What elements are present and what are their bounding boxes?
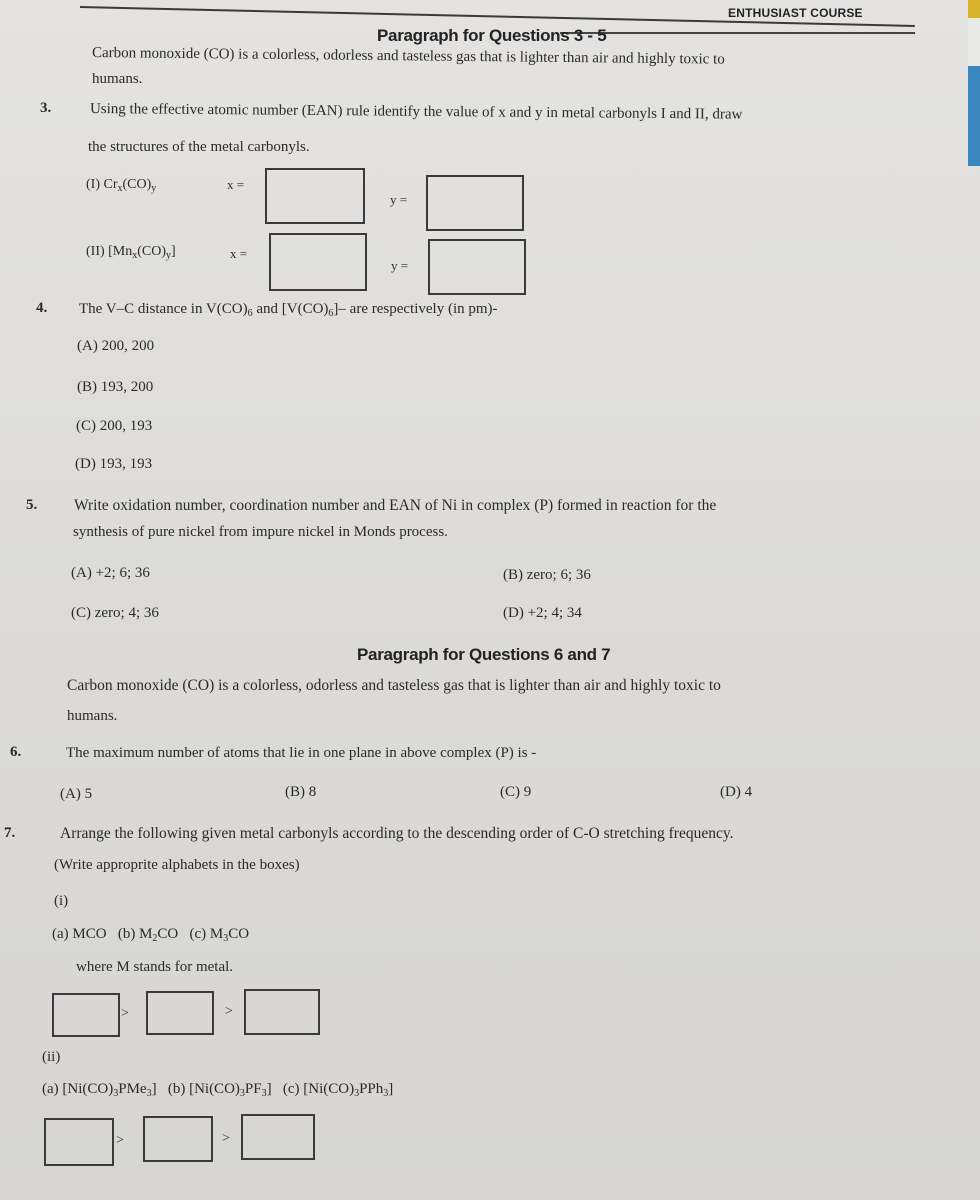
background-blue-strip (968, 66, 980, 166)
y-label: y = (391, 258, 409, 273)
option-b[interactable]: (B) zero; 6; 36 (503, 567, 591, 583)
answer-box-mn-x[interactable] (269, 233, 367, 291)
answer-box-cr-y[interactable] (426, 175, 524, 231)
option-d[interactable]: (D) 193, 193 (75, 456, 153, 472)
paragraph-line: humans. (67, 708, 118, 724)
greater-than: > (121, 1006, 129, 1021)
part1-compounds: (a) MCO (b) $M_2CO$ (c) $M_3CO$ (52, 926, 250, 944)
option-c[interactable]: (C) 200, 193 (76, 418, 153, 434)
question-stem: Write oxidation number, coordination number and EAN of Ni in complex (P) formed in reaction for the (74, 497, 717, 514)
option-a[interactable]: (A) 200, 200 (77, 338, 155, 354)
option-a[interactable]: (A) 5 (60, 786, 93, 802)
question-instruction: (Write approprite alphabets in the boxes) (54, 857, 300, 873)
greater-than: > (222, 1131, 230, 1146)
section-title-q3-5: Paragraph for Questions 3 - 5 (377, 26, 607, 45)
paragraph-line: Carbon monoxide (CO) is a colorless, odorless and tasteless gas that is lighter than air and highly toxic to (67, 677, 721, 694)
answer-box-mn-y[interactable] (428, 239, 526, 295)
answer-box-cr-x[interactable] (265, 168, 365, 224)
option-b[interactable]: (B) 193, 200 (77, 379, 154, 395)
greater-than: > (225, 1004, 233, 1019)
paragraph-line: humans. (92, 71, 143, 87)
question-number: 4. (36, 300, 48, 316)
paragraph-line: Carbon monoxide (CO) is a colorless, odorless and tasteless gas that is lighter than air and highly toxic to (91, 45, 725, 68)
question-stem: synthesis of pure nickel from impure nickel in Monds process. (73, 524, 448, 540)
question-stem: Using the effective atomic number (EAN) rule identify the value of x and y in metal carbonyls I and II, draw (89, 101, 743, 123)
x-label: x = (227, 177, 245, 192)
answer-box-part2-3[interactable] (241, 1114, 315, 1160)
option-b[interactable]: (B) 8 (285, 784, 317, 800)
option-a[interactable]: (A) +2; 6; 36 (71, 565, 150, 581)
section-title-q6-7: Paragraph for Questions 6 and 7 (357, 645, 611, 664)
answer-box-part1-3[interactable] (244, 989, 320, 1035)
option-d[interactable]: (D) +2; 4; 34 (503, 605, 582, 621)
course-header: ENTHUSIAST COURSE (728, 6, 863, 20)
question-stem: the structures of the metal carbonyls. (88, 139, 310, 155)
question-number: 3. (40, 100, 52, 116)
background-yellow-strip (968, 0, 980, 18)
note: where M stands for metal. (76, 959, 234, 975)
option-d[interactable]: (D) 4 (720, 784, 753, 800)
formula-cr-carbonyl: (I) $Cr_x(CO)_y$ (86, 177, 157, 194)
answer-box-part1-1[interactable] (52, 993, 120, 1037)
part-label: (i) (54, 893, 69, 909)
part-label: (ii) (42, 1049, 61, 1065)
answer-box-part1-2[interactable] (146, 991, 214, 1035)
question-stem: The V–C distance in $V(CO)_6$ and $[V(CO)_6]-$ are respectively (in pm)- (79, 301, 498, 319)
x-label: x = (230, 246, 248, 261)
background-white-strip (968, 18, 980, 66)
option-c[interactable]: (C) 9 (500, 784, 532, 800)
option-c[interactable]: (C) zero; 4; 36 (71, 605, 159, 621)
answer-box-part2-1[interactable] (44, 1118, 114, 1166)
question-stem: Arrange the following given metal carbonyls according to the descending order of C-O stretching frequency. (60, 825, 734, 842)
part2-compounds: (a) $[Ni(CO)_3PMe_3]$ (b) $[Ni(CO)_3PF_3]$ (c) $[Ni(CO)_3PPh_3]$ (42, 1081, 394, 1099)
formula-mn-carbonyl: (II) $[Mn_x(CO)_y]$ (86, 244, 176, 261)
question-number: 7. (4, 825, 16, 841)
header-rule (560, 32, 915, 34)
y-label: y = (390, 192, 408, 207)
question-number: 5. (26, 497, 38, 513)
question-stem: The maximum number of atoms that lie in one plane in above complex (P) is - (66, 745, 537, 761)
greater-than: > (116, 1133, 124, 1148)
answer-box-part2-2[interactable] (143, 1116, 213, 1162)
question-number: 6. (10, 744, 22, 760)
